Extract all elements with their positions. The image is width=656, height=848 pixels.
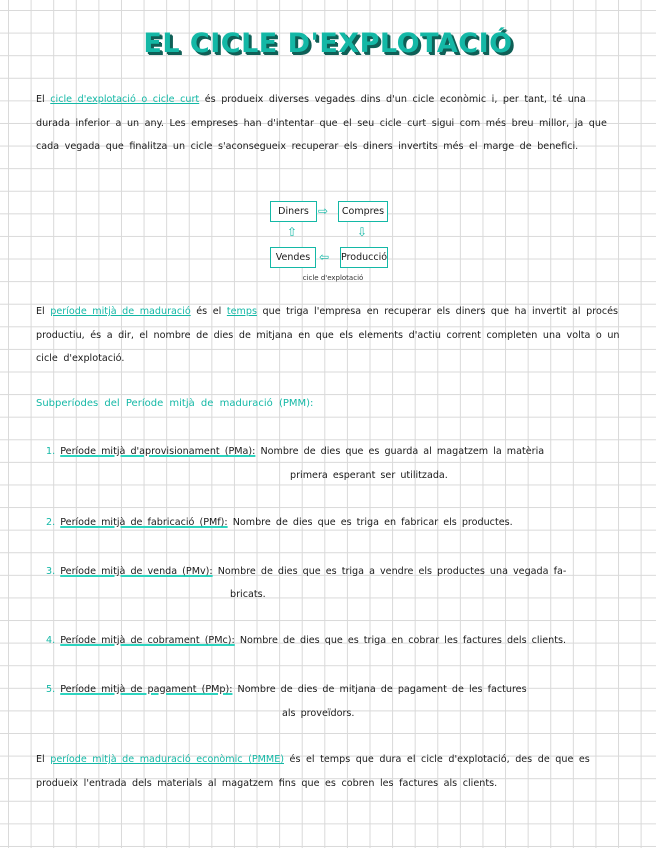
pmm-term-temps: temps: [226, 306, 257, 317]
list-item-pmp: [46, 678, 626, 702]
list-item-pmv: [46, 560, 626, 584]
page-title: EL CICLE D'EXPLOTACIÓ: [143, 28, 513, 59]
item-term: Període mitjà d'aprovisionament (PMa):: [60, 446, 256, 457]
item-desc: Nombre de dies de mitjana de pagament de les factures: [237, 684, 527, 695]
item-term: Període mitjà de fabricació (PMf):: [60, 517, 228, 528]
diagram-caption: cicle d'explotació: [302, 274, 364, 282]
item-term: Període mitjà de pagament (PMp):: [60, 684, 233, 695]
arrow-left-icon: ⇦: [319, 250, 330, 264]
pmme-text-2: és el temps que dura el cicle d'explotació, des de que es produeix l'entrada dels materials al magatzem fins que es cobren les factures als clients.: [36, 754, 590, 789]
subperiods-heading: Subperíodes del Període mitjà de maduració (PMM):: [36, 398, 314, 409]
item-number: 4.: [46, 635, 56, 646]
pmm-paragraph: [36, 300, 621, 371]
arrow-down-icon: ⇩: [357, 225, 368, 239]
item-desc-continuation: als proveïdors.: [282, 708, 355, 719]
arrow-right-icon: ⇨: [318, 204, 329, 218]
vendes-box: Vendes: [270, 247, 316, 268]
item-number: 2.: [46, 517, 56, 528]
intro-term: cicle d'explotació o cicle curt: [50, 94, 200, 105]
item-number: 1.: [46, 446, 56, 457]
item-desc: Nombre de dies que es triga a vendre els productes una vegada fa-: [217, 566, 567, 577]
produccio-box: Producció: [340, 247, 388, 268]
intro-paragraph: [36, 88, 621, 159]
item-number: 5.: [46, 684, 56, 695]
item-desc-continuation: primera esperant ser utilitzada.: [290, 470, 448, 481]
list-item-pmf: [46, 511, 636, 535]
arrow-up-icon: ⇧: [287, 225, 298, 239]
diners-box: Diners: [270, 201, 317, 222]
list-item-pmc: [46, 629, 651, 653]
pmm-term: període mitjà de maduració: [50, 306, 191, 317]
item-desc: Nombre de dies que es triga en cobrar les factures dels clients.: [239, 635, 567, 646]
item-term: Període mitjà de cobrament (PMc):: [60, 635, 235, 646]
item-desc: Nombre de dies que es triga en fabricar els productes.: [232, 517, 513, 528]
pmm-text-2: és el: [190, 306, 227, 317]
list-item-pma: [46, 440, 626, 464]
intro-text-start: El: [36, 94, 51, 105]
pmm-text-1: El: [36, 306, 51, 317]
item-desc: Nombre de dies que es guarda al magatzem la matèria: [260, 446, 545, 457]
pmm-text-3: que triga l'empresa en recuperar els diners que ha invertit al procés productiu, és a dir, el nombre de dies de mitjana en que els elements d'actiu corrent completen una volta o un cicle d'explotació.: [36, 306, 620, 364]
item-number: 3.: [46, 566, 56, 577]
compres-box: Compres: [338, 201, 388, 222]
pmme-term: període mitjà de maduració econòmic (PMME): [50, 754, 284, 765]
intro-text-end: és produeix diverses vegades dins d'un cicle econòmic i, per tant, té una durada inferior a un any. Les empreses han d'intentar que el seu cicle curt sigui com més breu millor, ja que cada vegada que finalitza un cicle s'aconsegueix recuperar els diners invertits més el marge de benefici.: [36, 94, 607, 152]
cycle-diagram: [268, 198, 393, 288]
item-term: Període mitjà de venda (PMv):: [60, 566, 213, 577]
pmme-text-1: El: [36, 754, 51, 765]
item-desc-continuation: bricats.: [230, 589, 266, 600]
pmme-paragraph: [36, 748, 621, 795]
